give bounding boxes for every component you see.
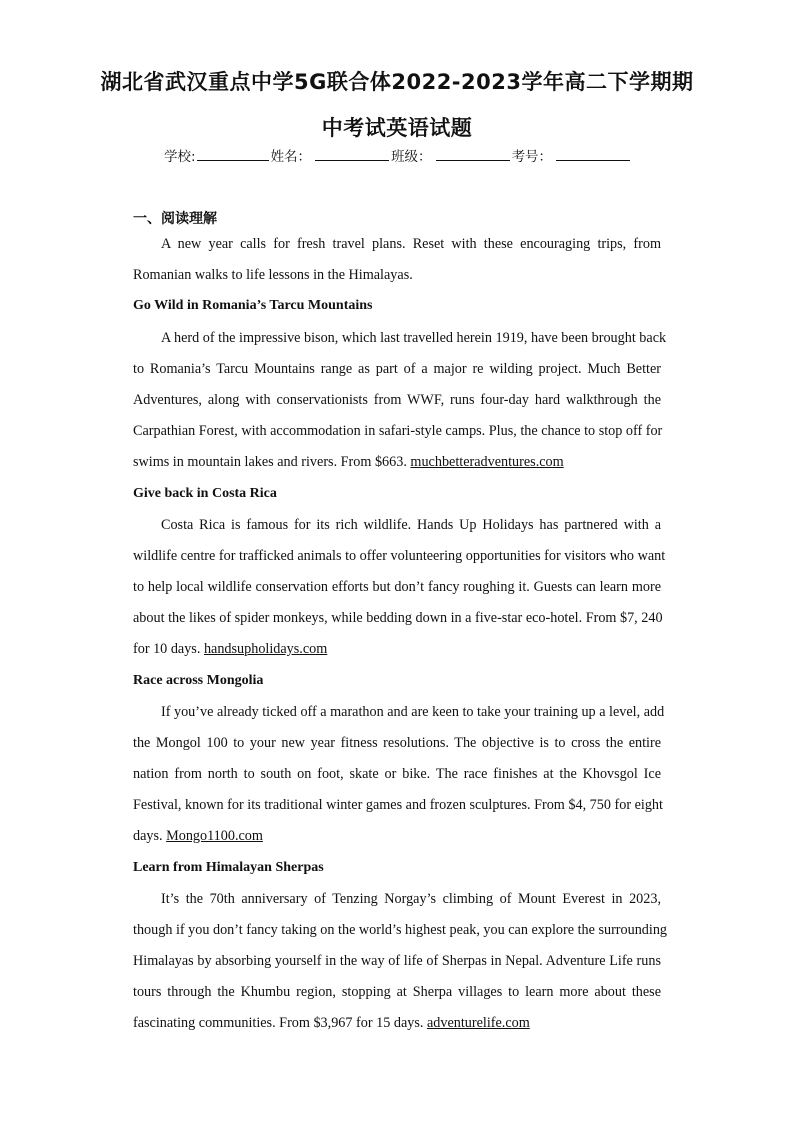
article-line (133, 454, 661, 471)
article-line: Carpathian Forest, with accommodation in safari-style camps. Plus, the chance to stop off for (133, 423, 663, 439)
name-label: 姓名： (270, 149, 312, 165)
article-line: nation from north to south on foot, skate or bike. The race finishes at the Khovsgol Ice (133, 766, 661, 782)
article-line (133, 641, 661, 658)
article-line: Himalayas by absorbing yourself in the way of life of Sherpas in Nepal. Adventure Life runs (133, 953, 661, 969)
class-blank[interactable] (436, 146, 510, 161)
article-line: though if you don’t fancy taking on the world’s highest peak, you can explore the surrounding (133, 922, 668, 938)
article-line: Festival, known for its traditional winter games and frozen sculptures. From $4, 750 for eight (133, 797, 663, 813)
article-line: the Mongol 100 to your new year fitness resolutions. The objective is to cross the entire (133, 735, 661, 751)
school-label: 学校: (164, 149, 196, 165)
exam-no-label: 考号： (511, 149, 553, 165)
article-line: It’s the 70th anniversary of Tenzing Norgay’s climbing of Mount Everest in 2023, (161, 891, 661, 907)
article-line: A herd of the impressive bison, which last travelled herein 1919, have been brought back (161, 330, 667, 346)
website-link[interactable]: Mongo1100.com (166, 828, 263, 844)
article-line (133, 1015, 661, 1032)
article-line: Costa Rica is famous for its rich wildlife. Hands Up Holidays has partnered with a (161, 517, 661, 533)
article-text: swims in mountain lakes and rivers. From $663. (133, 454, 407, 470)
article-text: for 10 days. (133, 641, 201, 657)
intro-line: Romanian walks to life lessons in the Himalayas. (133, 267, 413, 283)
website-link[interactable]: handsupholidays.com (203, 641, 328, 657)
website-link[interactable]: muchbetteradventures.com (410, 454, 564, 470)
section-heading: 一、阅读理解 (133, 211, 217, 227)
document-title-line-1: 湖北省武汉重点中学5G联合体2022-2023学年高二下学期期 (100, 70, 694, 94)
article-line: wildlife centre for trafficked animals to offer volunteering opportunities for visitors who want (133, 548, 666, 564)
article-heading: Learn from Himalayan Sherpas (133, 860, 324, 875)
exam-no-blank[interactable] (556, 146, 630, 161)
article-text: days. (133, 828, 163, 844)
article-line: to help local wildlife conservation efforts but don’t fancy roughing it. Guests can learn more (133, 579, 661, 595)
document-title-line-2: 中考试英语试题 (321, 116, 473, 140)
website-link[interactable]: adventurelife.com (426, 1015, 530, 1031)
article-line: about the likes of spider monkeys, while bedding down in a five-star eco-hotel. From $7, 240 (133, 610, 663, 626)
article-line: Adventures, along with conservationists from WWF, runs four-day hard walkthrough the (133, 392, 661, 408)
article-heading: Race across Mongolia (133, 673, 264, 688)
article-line: tours through the Khumbu region, stopping at Sherpa villages to learn more about these (133, 984, 661, 1000)
intro-line: A new year calls for fresh travel plans. Reset with these encouraging trips, from (161, 236, 661, 252)
school-blank[interactable] (197, 146, 269, 161)
article-heading: Go Wild in Romania’s Tarcu Mountains (133, 298, 373, 313)
name-blank[interactable] (315, 146, 389, 161)
article-text: fascinating communities. From $3,967 for 15 days. (133, 1015, 424, 1031)
article-line: to Romania’s Tarcu Mountains range as part of a major re wilding project. Much Better (133, 361, 661, 377)
article-heading: Give back in Costa Rica (133, 486, 277, 501)
student-info-row (164, 145, 632, 165)
article-line (133, 828, 661, 845)
article-line: If you’ve already ticked off a marathon and are keen to take your training up a level, add (161, 704, 665, 720)
class-label: 班级： (391, 149, 432, 165)
